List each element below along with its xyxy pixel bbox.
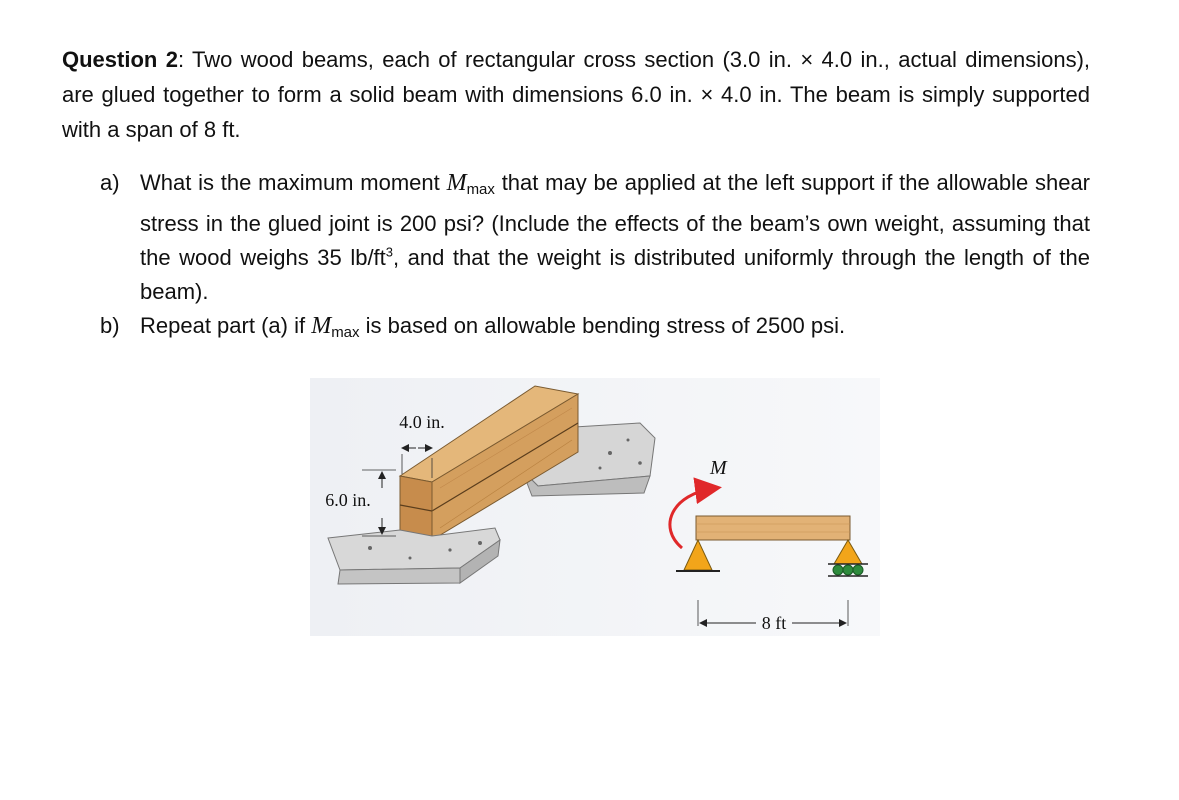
- part-b: [100, 309, 1090, 350]
- beam-figure: [310, 378, 880, 636]
- part-a-text-1: What is the maximum moment: [140, 170, 447, 195]
- width-label: 4.0 in.: [399, 412, 445, 432]
- part-b-text-1: Repeat part (a) if: [140, 313, 312, 338]
- figure-background: [310, 378, 880, 636]
- question-text: [62, 42, 1090, 147]
- part-b-text-2: is based on allowable bending stress of 2500 psi.: [359, 313, 846, 338]
- part-a-label: a): [100, 170, 120, 195]
- part-a-superscript: 3: [385, 244, 394, 260]
- part-b-subscript: max: [331, 324, 360, 341]
- part-a: [100, 166, 1090, 309]
- diagram-beam: [696, 516, 850, 540]
- moment-label: M: [710, 457, 727, 479]
- question-label: Question 2: [62, 47, 178, 72]
- part-a-symbol: M: [446, 170, 467, 196]
- span-label: 8 ft: [761, 613, 787, 633]
- question-parts: [100, 166, 1090, 350]
- part-a-text-3: , and that the weight is distributed uniformly through the length of the beam).: [140, 245, 1090, 304]
- height-label: 6.0 in.: [325, 490, 371, 510]
- question-body: : Two wood beams, each of rectangular cross section (3.0 in. × 4.0 in., actual dimensions), are glued together to form a solid beam with dimensions 6.0 in. × 4.0 in. The beam is simply supported with a span of 8 ft.: [62, 47, 1091, 142]
- part-a-subscript: max: [466, 181, 495, 198]
- part-a-text-2: that may be applied at the left support if the allowable shear stress in the glued joint is 200 psi? (Include the effects of the beam’s own weight, assuming that the wood weighs 35 lb/ft: [140, 170, 1091, 270]
- part-b-label: b): [100, 313, 120, 338]
- part-b-symbol: M: [311, 313, 332, 339]
